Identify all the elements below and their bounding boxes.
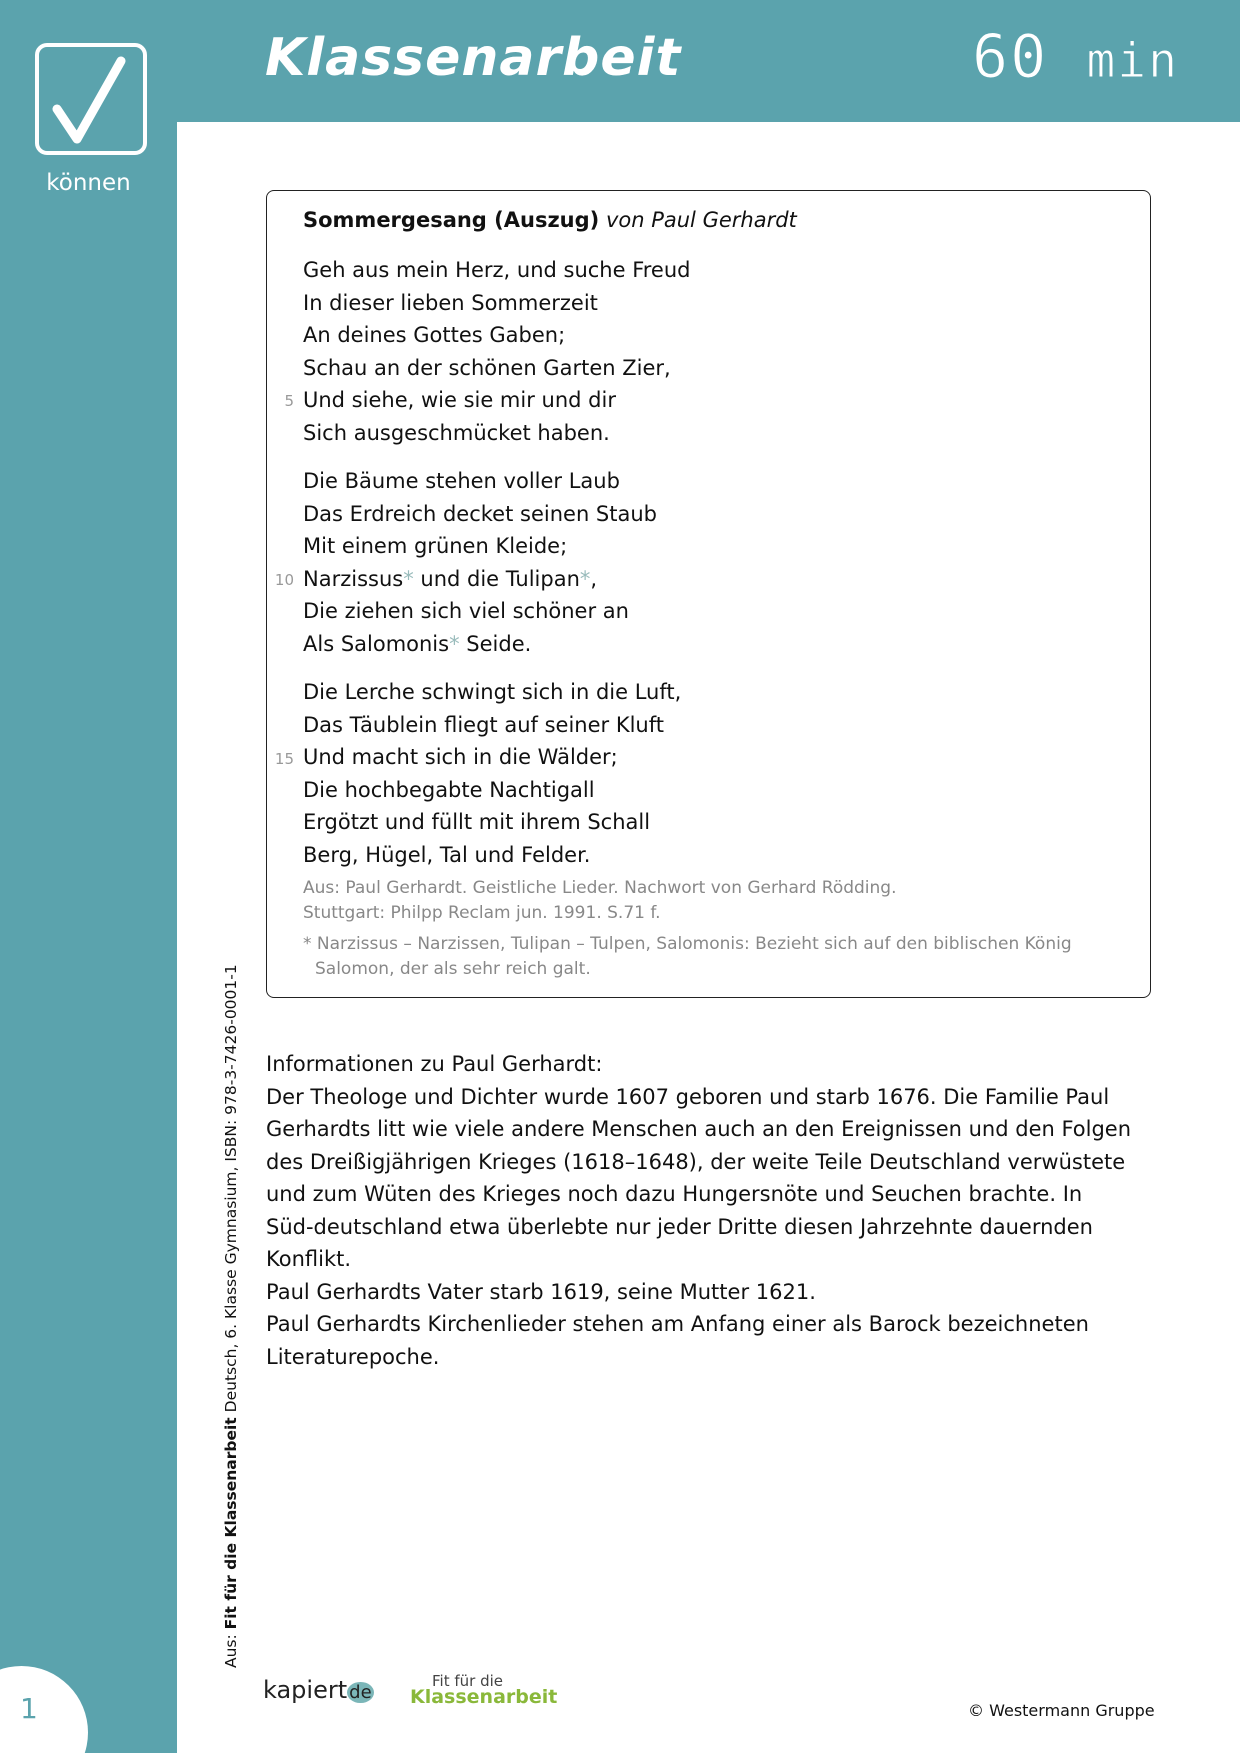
poem-line: An deines Gottes Gaben; [303, 323, 566, 347]
stanza-1 [303, 254, 691, 449]
poem-title [303, 208, 797, 232]
poem-line: Narzissus* und die Tulipan*, [303, 566, 598, 591]
line-number: 15 [274, 750, 294, 768]
source-side-note [222, 964, 240, 1668]
checkbox-check-icon [35, 43, 147, 155]
poem-line: Die ziehen sich viel schöner an [303, 599, 629, 623]
poem-line: Sich ausgeschmücket haben. [303, 420, 610, 445]
poem-line: Das Erdreich decket seinen Staub [303, 501, 657, 526]
fit-logo-top: Fit für die [432, 1672, 503, 1690]
info-paragraph: Paul Gerhardts Vater starb 1619, seine Mutter 1621. [266, 1279, 816, 1304]
poem-line: Berg, Hügel, Tal und Felder. [303, 842, 591, 867]
side-note-prefix: Aus: [222, 1629, 240, 1668]
time-value: 60 [972, 22, 1049, 92]
logo-suffix: de [349, 1682, 372, 1703]
fit-logo-bottom: Klassenarbeit [410, 1686, 558, 1708]
time-limit [972, 22, 1179, 92]
poem-line [303, 628, 691, 661]
poem-line: Das Täublein fliegt auf seiner Kluft [303, 712, 664, 737]
poem-line: Schau an der schönen Garten Zier, [303, 355, 671, 380]
page-title: Klassenarbeit [265, 28, 682, 88]
info-paragraph: Der Theologe und Dichter wurde 1607 geboren und starb 1676. Die Familie Paul Gerhardts litt wie viele andere Menschen auch an den Ereignissen und den Folgen des Dreißigjährigen Krieges (1618–1648), der weite Teile Deutschland verwüstete und zum Wüten des Krieges noch dazu Hungersnöte und Seuchen brachte. In Süd-deutschland etwa überlebte nur jeder Dritte diesen Jahrzehnte dauernden Konflikt. [266, 1084, 1132, 1271]
poem-line: Die hochbegabte Nachtigall [303, 777, 595, 802]
author-info [266, 1048, 1136, 1373]
poem-title-bold: Sommergesang (Auszug) [303, 208, 600, 232]
poem-text [303, 254, 691, 887]
info-heading: Informationen zu Paul Gerhardt: [266, 1052, 603, 1076]
info-paragraph: Paul Gerhardts Kirchenlieder stehen am Anfang einer als Barock bezeichneten Literaturepoche. [266, 1312, 1089, 1369]
poem-line: Ergötzt und füllt mit ihrem Schall [303, 810, 651, 834]
source-line: Aus: Paul Gerhardt. Geistliche Lieder. Nachwort von Gerhard Rödding. [303, 878, 897, 898]
side-note-book: Fit für die Klassenarbeit [222, 1417, 240, 1630]
stanza-3 [303, 676, 691, 871]
poem-line: Und macht sich in die Wälder; [303, 745, 618, 769]
logo-text: kapiert [263, 1676, 348, 1704]
poem-line: Mit einem grünen Kleide; [303, 534, 568, 558]
asterisk: * [403, 566, 414, 591]
stanza-2 [303, 465, 691, 660]
asterisk: * [579, 566, 591, 591]
page-number: 1 [20, 1692, 38, 1725]
poem-line: Die Lerche schwingt sich in die Luft, [303, 680, 682, 704]
poem-line: Die Bäume stehen voller Laub [303, 469, 620, 493]
line-number: 5 [284, 392, 294, 410]
kapiert-logo [263, 1676, 374, 1704]
poem-word: Seide. [466, 631, 532, 656]
copyright: © Westermann Gruppe [968, 1701, 1155, 1720]
poem-word: und die Tulipan [420, 566, 580, 591]
side-note-details: Deutsch, 6. Klasse Gymnasium, ISBN: 978-3-7426-0001-1 [222, 964, 240, 1418]
poem-word: Narzissus [303, 566, 404, 591]
source-citation [303, 876, 897, 926]
poem-line: In dieser lieben Sommerzeit [303, 290, 598, 315]
source-line: Stuttgart: Philpp Reclam jun. 1991. S.71 f. [303, 903, 661, 923]
category-label: können [46, 170, 131, 196]
footnote: * Narzissus – Narzissen, Tulipan – Tulpen, Salomonis: Bezieht sich auf den biblischen König Salomon, der als sehr reich galt. [303, 934, 1072, 979]
poem-line: Und siehe, wie sie mir und dir [303, 388, 616, 412]
poem-author: von Paul Gerhardt [605, 208, 797, 232]
line-number: 10 [274, 571, 294, 589]
sidebar [0, 0, 177, 1753]
asterisk: * [449, 631, 460, 656]
time-unit: min [1086, 33, 1180, 89]
poem-line: Geh aus mein Herz, und suche Freud [303, 258, 691, 282]
poem-word: Als Salomonis [303, 631, 450, 656]
